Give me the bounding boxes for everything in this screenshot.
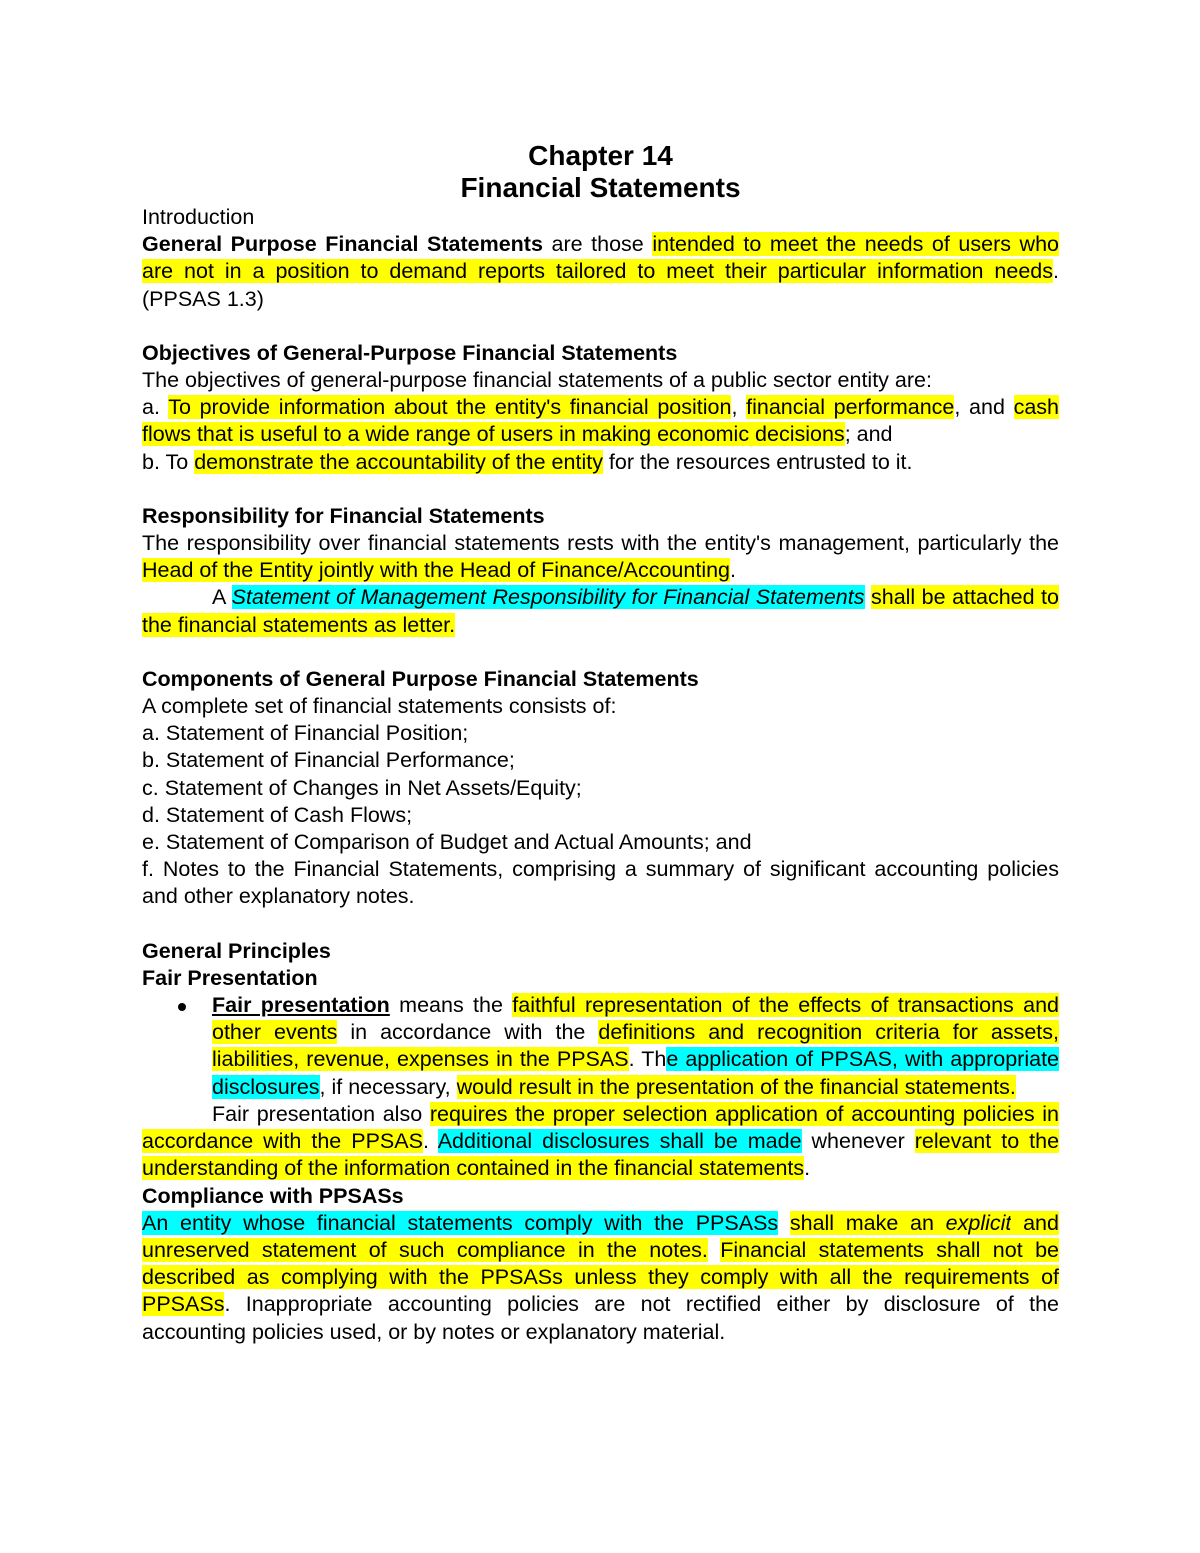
highlighted-text: An entity whose financial statements comply with the PPSASs — [142, 1210, 779, 1235]
text-run: . — [730, 558, 736, 583]
text-run: The responsibility over financial statements rests with the entity's management, particularly the — [142, 531, 1059, 556]
document-page — [142, 140, 1059, 1346]
text-run: a. — [142, 395, 169, 420]
responsibility-paragraph — [142, 530, 1059, 584]
text-run: General Purpose Financial Statements — [142, 232, 543, 257]
objectives-lead: The objectives of general-purpose financial statements of a public sector entity are: — [142, 368, 932, 393]
text-run: . (PPSAS 1.3) — [142, 259, 1059, 311]
highlighted-text: shall be attached to the financial statements as letter. — [142, 585, 1059, 637]
compliance-heading: Compliance with PPSASs — [142, 1183, 404, 1208]
components-lead: A complete set of financial statements consists of: — [142, 694, 617, 719]
list-item: f. Notes to the Financial Statements, comprising a summary of significant accounting policies and other explanatory notes. — [142, 857, 1059, 909]
text-run: . — [804, 1156, 811, 1181]
text-run: b. To — [142, 449, 195, 474]
highlighted-text: and unreserved statement of such compliance in the notes. — [142, 1210, 1059, 1262]
text-run: , and — [954, 395, 1014, 420]
highlighted-text: e application of PPSAS, with appropriate disclosures — [212, 1047, 1060, 1099]
highlighted-text: explicit — [945, 1210, 1012, 1235]
bullet-icon — [178, 1003, 186, 1011]
highlighted-text: definitions and recognition criteria for assets, liabilities, revenue, expenses in the PPSAS — [212, 1020, 1059, 1072]
highlighted-text: demonstrate the accountability of the entity — [194, 449, 603, 474]
components-heading: Components of General Purpose Financial Statements — [142, 666, 699, 691]
text-run: A — [212, 585, 232, 610]
text-run: Fair presentation also — [212, 1101, 430, 1126]
intro-label: Introduction — [142, 205, 255, 229]
text-run: Fair presentation — [212, 993, 390, 1018]
list-item: a. Statement of Financial Position; — [142, 721, 469, 746]
list-item: c. Statement of Changes in Net Assets/Equity; — [142, 775, 582, 800]
components-list — [142, 720, 1059, 910]
objective-b — [142, 449, 1059, 476]
objectives-heading: Objectives of General-Purpose Financial Statements — [142, 340, 678, 365]
highlighted-text: To provide information about the entity's financial position — [168, 395, 732, 420]
fair-presentation-bullet — [142, 992, 1059, 1182]
text-run: , — [731, 395, 747, 420]
text-run: ; and — [844, 422, 893, 447]
text-run: whenever — [801, 1129, 915, 1154]
chapter-subtitle: Financial Statements — [460, 172, 741, 203]
highlighted-text: faithful representation of the effects of transactions and other events — [212, 993, 1059, 1045]
text-run: for the resources entrusted to it. — [602, 449, 913, 474]
highlighted-text: shall make an — [789, 1210, 946, 1235]
text-run: . Inappropriate accounting policies are not rectified either by disclosure of the accounting policies used, or by notes or explanatory material. — [142, 1292, 1059, 1344]
fair-presentation-requirements — [142, 1101, 1059, 1183]
objective-a — [142, 394, 1059, 448]
text-run: are those — [542, 232, 653, 257]
highlighted-text: Statement of Management Responsibility for Financial Statements — [231, 585, 865, 610]
text-run: . Th — [628, 1047, 667, 1072]
responsibility-statement — [142, 584, 1059, 638]
fair-presentation-heading: Fair Presentation — [142, 965, 318, 990]
highlighted-text: would result in the presentation of the financial statements. — [456, 1074, 1016, 1099]
fair-presentation-definition — [212, 992, 1059, 1101]
text-run — [778, 1211, 790, 1235]
principles-heading: General Principles — [142, 938, 331, 963]
text-run: . — [422, 1129, 438, 1154]
list-item: b. Statement of Financial Performance; — [142, 748, 515, 773]
compliance-paragraph — [142, 1210, 1059, 1346]
text-run: , if necessary, — [319, 1074, 457, 1099]
text-run: in accordance with the — [337, 1020, 599, 1045]
highlighted-text: Additional disclosures shall be made — [437, 1129, 802, 1154]
text-run — [865, 585, 871, 609]
highlighted-text: Financial statements shall not be described as complying with the PPSASs unless they comply with all the requirements of PPSASs — [142, 1237, 1059, 1317]
intro-paragraph — [142, 231, 1059, 313]
highlighted-text: intended to meet the needs of users who are not in a position to demand reports tailored to meet their particular information needs — [142, 232, 1060, 284]
highlighted-text: requires the proper selection application of accounting policies in accordance with the PPSAS — [142, 1101, 1059, 1154]
highlighted-text: cash flows that is useful to a wide range of users in making economic decisions — [142, 395, 1059, 447]
text-run: means the — [389, 993, 513, 1018]
chapter-title: Chapter 14 — [528, 140, 673, 171]
text-run — [708, 1238, 720, 1262]
responsibility-heading: Responsibility for Financial Statements — [142, 503, 545, 528]
highlighted-text: relevant to the understanding of the information contained in the financial statements — [142, 1129, 1060, 1181]
highlighted-text: financial performance — [746, 395, 955, 420]
list-item: e. Statement of Comparison of Budget and Actual Amounts; and — [142, 830, 752, 855]
highlighted-text: Head of the Entity jointly with the Head of Finance/Accounting — [142, 558, 731, 583]
list-item: d. Statement of Cash Flows; — [142, 802, 413, 827]
